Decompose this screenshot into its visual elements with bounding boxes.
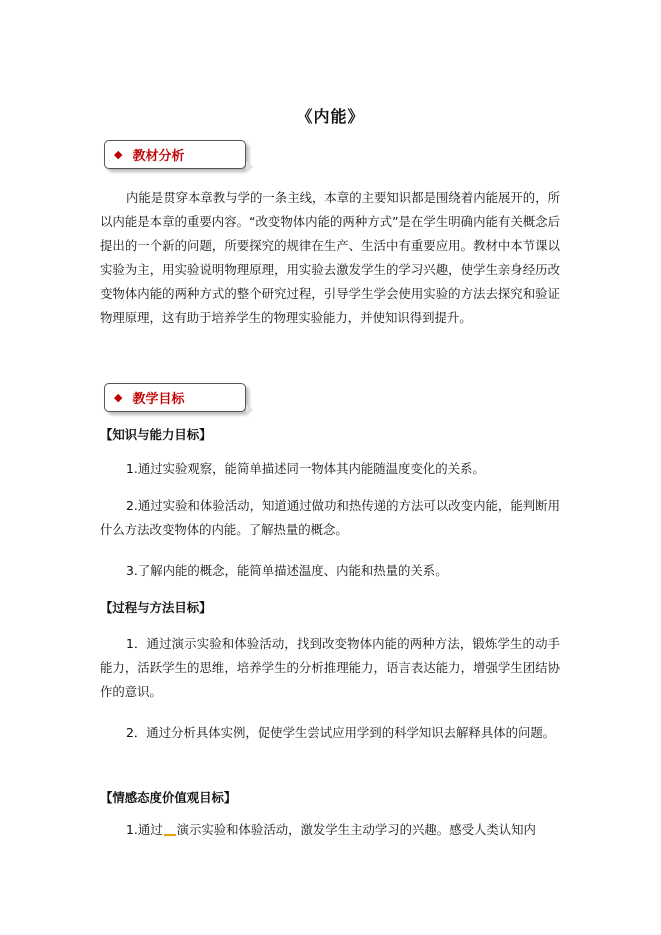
process-item-2: 2．通过分析具体实例，促使学生尝试应用学到的科学知识去解释具体的问题。 xyxy=(126,725,556,740)
process-item-1: 1．通过演示实验和体验活动，找到改变物体内能的两种方法，锻炼学生的动手能力，活跃学生的思维，培养学生的分析推理能力，语言表达能力，增强学生团结协作的意识。 xyxy=(100,636,560,699)
knowledge-item-2: 2.通过实验和体验活动，知道通过做功和热传递的方法可以改变内能，能判断用什么方法改变物体的内能。了解热量的概念。 xyxy=(100,498,560,537)
emotion-item-rest: 演示实验和体验活动，激发学生主动学习的兴趣。感受人类认知内 xyxy=(176,822,536,837)
emotion-item-1 xyxy=(100,818,560,842)
section-label: 教学目标 xyxy=(132,392,185,407)
knowledge-item-1: 1.通过实验观察，能简单描述同一物体其内能随温度变化的关系。 xyxy=(126,461,485,476)
subheading-process: 【过程与方法目标】 xyxy=(100,600,212,615)
section-header-goals xyxy=(104,383,246,412)
callout-tail xyxy=(246,404,253,416)
diamond-icon: ◆ xyxy=(114,391,123,404)
emotion-item-prefix: 1.通过 xyxy=(126,822,163,837)
page-title: 《内能》 xyxy=(296,107,365,126)
subheading-knowledge: 【知识与能力目标】 xyxy=(100,427,212,442)
highlight-mark xyxy=(164,825,176,836)
analysis-paragraph: 内能是贯穿本章教与学的一条主线，本章的主要知识都是围绕着内能展开的，所以内能是本章的重要内容。“改变物体内能的两种方式”是在学生明确内能有关概念后提出的一个新的问题，所要探究的规律在生产、生活中有重要应用。教材中本节课以实验为主，用实验说明物理原理，用实验去激发学生的学习兴趣，使学生亲身经历改变物体内能的两种方式的整个研究过程，引导学生学会使用实验的方法去探究和验证物理原理，这有助于培养学生的物理实验能力，并使知识得到提升。 xyxy=(100,190,560,325)
diamond-icon: ◆ xyxy=(114,148,123,161)
callout-tail xyxy=(246,161,253,173)
section-header-materials xyxy=(104,140,246,169)
subheading-emotion: 【情感态度价值观目标】 xyxy=(100,790,237,805)
knowledge-item-3: 3.了解内能的概念，能简单描述温度、内能和热量的关系。 xyxy=(126,563,448,578)
section-label: 教材分析 xyxy=(132,149,185,164)
